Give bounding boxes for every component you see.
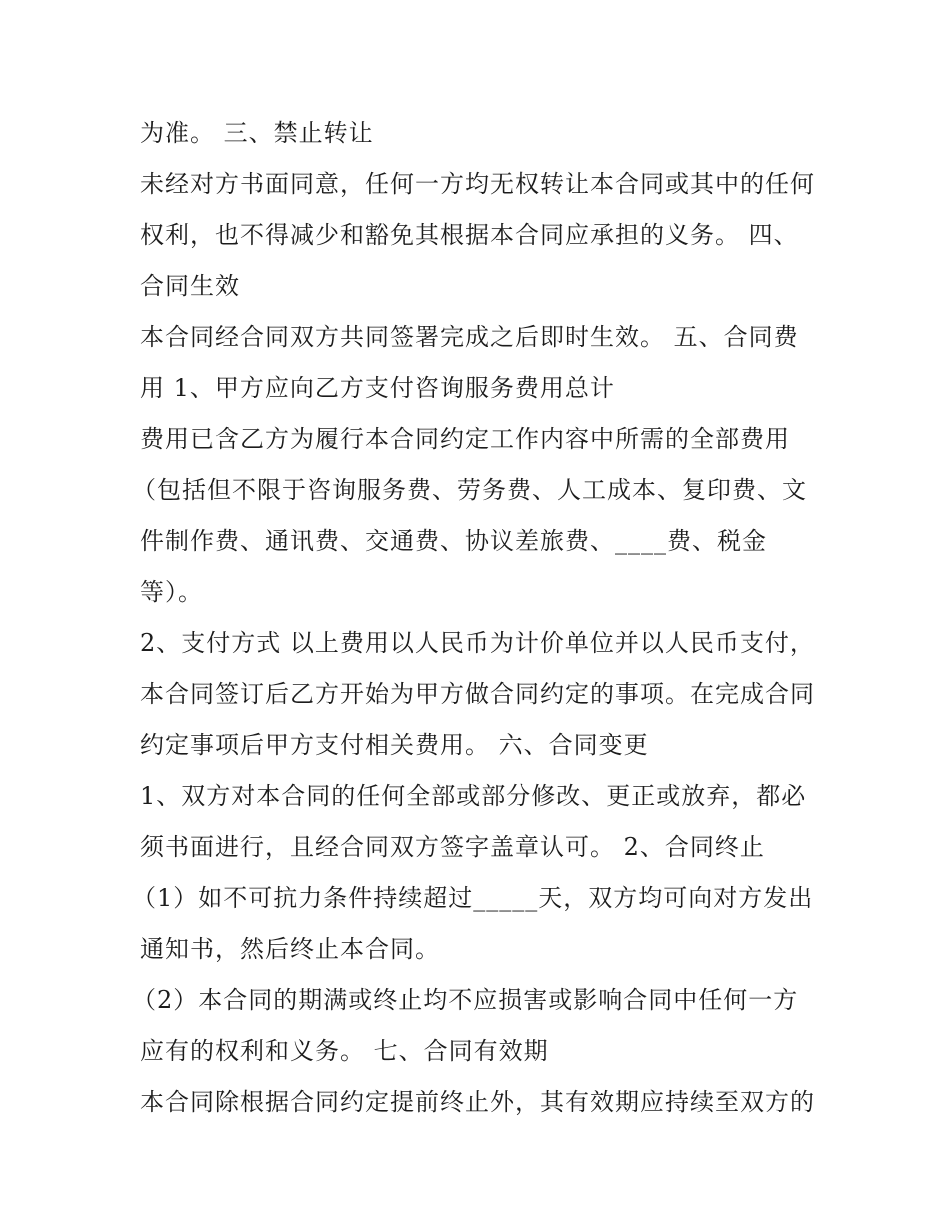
- text-line: 为准。 三、禁止转让: [140, 119, 374, 147]
- text-line: 本合同签订后乙方开始为甲方做合同约定的事项。在完成合同: [140, 680, 815, 708]
- text-line: 1、双方对本合同的任何全部或部分修改、更正或放弃，都必: [140, 782, 807, 810]
- text-line: 本合同除根据合同约定提前终止外，其有效期应持续至双方的: [140, 1088, 815, 1116]
- text-line: 应有的权利和义务。 七、合同有效期: [140, 1037, 549, 1065]
- text-line: （2）本合同的期满或终止均不应损害或影响合同中任何一方: [132, 986, 799, 1014]
- text-line: 须书面进行，且经合同双方签字盖章认可。 2、合同终止: [140, 833, 765, 861]
- text-line: 本合同经合同双方共同签署完成之后即时生效。 五、合同费: [140, 323, 799, 351]
- text-line: 件制作费、通讯费、交通费、协议差旅费、____费、税金: [140, 527, 767, 555]
- text-line: 费用已含乙方为履行本合同约定工作内容中所需的全部费用: [140, 425, 790, 453]
- text-line: 2、支付方式 以上费用以人民币为计价单位并以人民币支付，: [140, 629, 815, 657]
- text-line: 用 1、甲方应向乙方支付咨询服务费用总计: [140, 374, 615, 402]
- text-line: （1）如不可抗力条件持续超过_____天，双方均可向对方发出: [132, 884, 814, 912]
- text-line: 合同生效: [140, 272, 240, 300]
- text-line: 未经对方书面同意，任何一方均无权转让本合同或其中的任何: [140, 170, 815, 198]
- text-line: 权利，也不得减少和豁免其根据本合同应承担的义务。 四、: [140, 221, 799, 249]
- document-body: [132, 108, 830, 1128]
- text-line: （包括但不限于咨询服务费、劳务费、人工成本、复印费、文: [132, 476, 807, 504]
- text-line: 通知书，然后终止本合同。: [140, 935, 440, 963]
- text-line: 约定事项后甲方支付相关费用。 六、合同变更: [140, 731, 649, 759]
- text-line: 等）。: [140, 578, 203, 606]
